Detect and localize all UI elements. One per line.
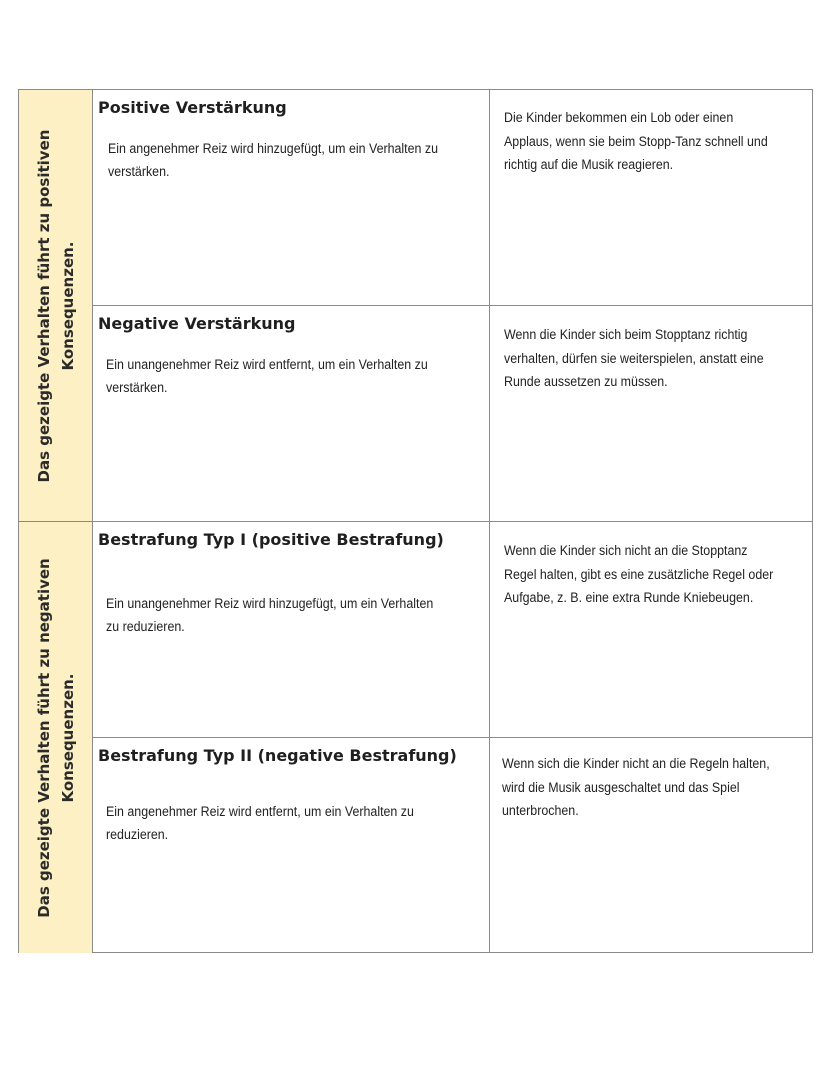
row-example: Die Kinder bekommen ein Lob oder einen Applaus, wenn sie beim Stopp-Tanz schnell und richtig auf die Musik reagieren. [504, 110, 768, 172]
table-row-negative-punishment [93, 738, 812, 953]
row-heading: Negative Verstärkung [98, 314, 296, 333]
row-description: Ein angenehmer Reiz wird entfernt, um ein Verhalten zu reduzieren. [106, 804, 414, 842]
row-example: Wenn die Kinder sich nicht an die Stopptanz Regel halten, gibt es eine zusätzliche Regel oder Aufgabe, z. B. eine extra Runde Kniebeugen. [504, 543, 774, 605]
side-label-positive: Das gezeigte Verhalten führt zu positiven Konsequenzen. [34, 129, 77, 482]
definition-cell [93, 306, 490, 521]
side-header-positive [19, 90, 93, 521]
side-label-negative: Das gezeigte Verhalten führt zu negativen Konsequenzen. [34, 557, 77, 918]
row-description: Ein angenehmer Reiz wird hinzugefügt, um ein Verhalten zu verstärken. [108, 141, 439, 179]
row-description: Ein unangenehmer Reiz wird hinzugefügt, um ein Verhalten zu reduzieren. [106, 596, 434, 634]
example-cell [490, 738, 812, 953]
row-example: Wenn die Kinder sich beim Stopptanz richtig verhalten, dürfen sie weiterspielen, anstatt eine Runde aussetzen zu müssen. [504, 327, 764, 389]
row-heading: Bestrafung Typ I (positive Bestrafung) [98, 530, 444, 549]
group-negative-consequences [19, 522, 812, 953]
definition-cell [93, 522, 490, 737]
reinforcement-table [18, 89, 813, 953]
row-example: Wenn sich die Kinder nicht an die Regeln halten, wird die Musik ausgeschaltet und das Spiel unterbrochen. [502, 756, 770, 818]
example-cell [490, 306, 812, 521]
example-cell [490, 90, 812, 305]
example-cell [490, 522, 812, 737]
table-row-negative-reinforcement [93, 306, 812, 521]
row-heading: Positive Verstärkung [98, 98, 287, 117]
side-header-negative [19, 522, 93, 953]
row-description: Ein unangenehmer Reiz wird entfernt, um ein Verhalten zu verstärken. [106, 357, 428, 395]
definition-cell [93, 90, 490, 305]
definition-cell [93, 738, 490, 953]
row-heading: Bestrafung Typ II (negative Bestrafung) [98, 746, 457, 765]
table-row-positive-reinforcement [93, 90, 812, 306]
table-row-positive-punishment [93, 522, 812, 738]
group-positive-consequences [19, 90, 812, 522]
